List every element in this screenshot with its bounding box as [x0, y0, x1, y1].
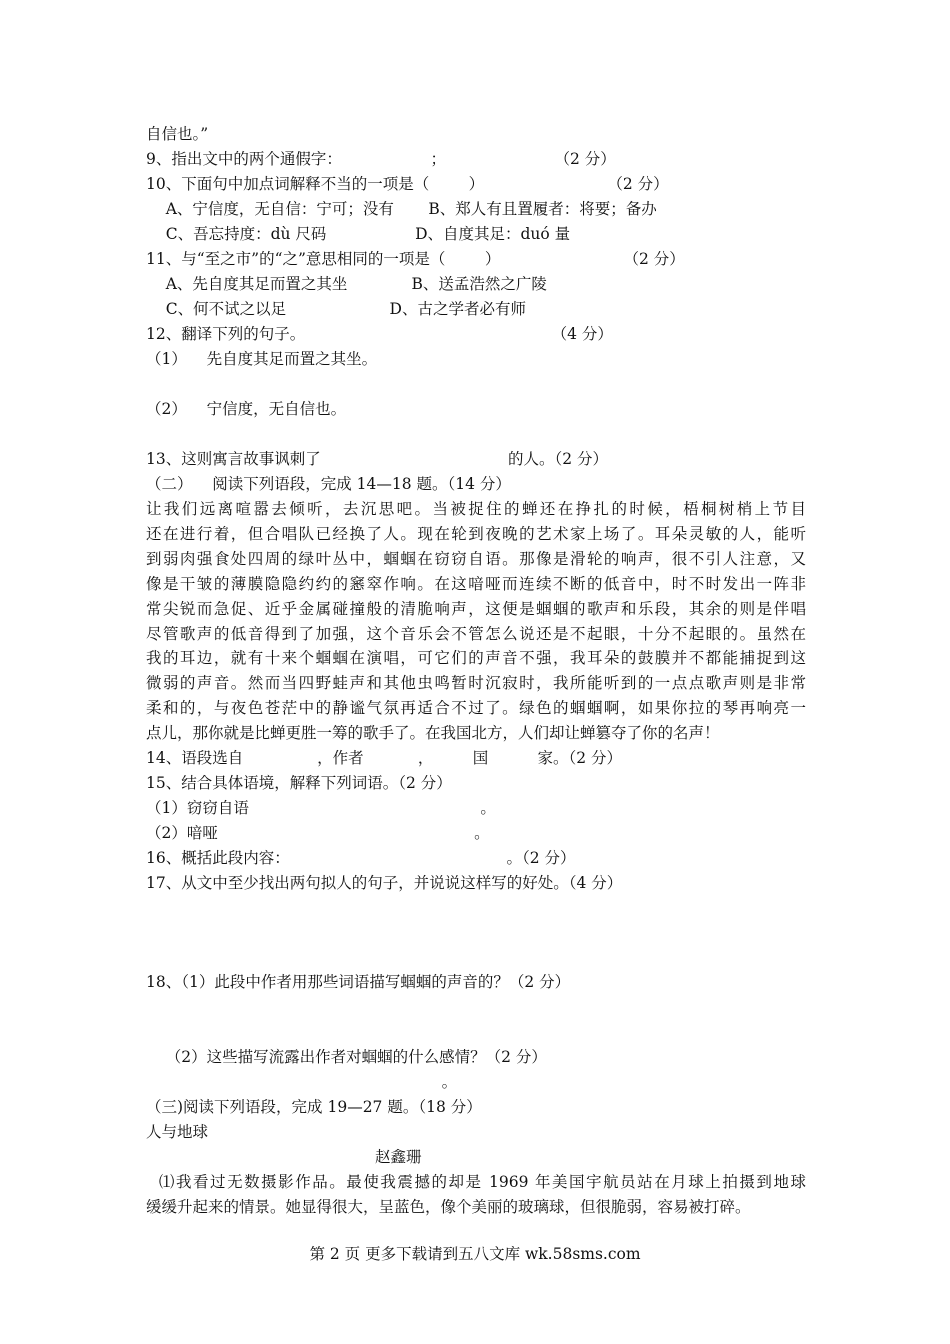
article-title: 人与地球	[146, 1123, 209, 1141]
passage-line: 柔和的，与夜色苍茫中的静谧气氛再适合不过了。绿色的蝈蝈啊，如果你拉的琴再响亮一	[146, 699, 806, 718]
question-15-item-2: （2）喑哑 。	[146, 824, 490, 842]
question-14: 14、语段选自 ，作者 ， 国 家。（2 分）	[146, 749, 623, 767]
passage-line: 到弱肉强食处四周的绿叶丛中，蝈蝈在窃窃自语。那像是滑轮的响声，很不引人注意，又	[146, 549, 806, 568]
passage-line: 像是干皱的薄膜隐隐约约的窸窣作响。在这喑哑而连续不断的低音中，时不时发出一阵非	[146, 574, 806, 593]
question-12-item-1: （1） 先自度其足而置之其坐。	[146, 350, 378, 368]
question-11-options-ab: A、先自度其足而置之其坐 B、送孟浩然之广陵	[146, 275, 547, 293]
section-2-heading: （二） 阅读下列语段，完成 14—18 题。（14 分）	[146, 475, 511, 493]
question-11-options-cd: C、何不试之以足 D、古之学者必有师	[146, 300, 526, 318]
passage-2	[146, 497, 806, 746]
question-18-part-1: 18、（1）此段中作者用那些词语描写蝈蝈的声音的？（2 分）	[146, 973, 571, 991]
text-line: 自信也。”	[146, 125, 209, 143]
question-11: 11、与“至之市”的“之”意思相同的一项是（ ） （2 分）	[146, 250, 685, 268]
passage-line: 让我们远离喧嚣去倾听，去沉思吧。当被捉住的蝉还在挣扎的时候，梧桐树梢上节目	[146, 500, 806, 518]
passage-line: 尽管歌声的低音得到了加强，这个音乐会不管怎么说还是不起眼，十分不起眼的。虽然在	[146, 624, 806, 643]
question-9: 9、指出文中的两个通假字： ； （2 分）	[146, 150, 616, 168]
answer-blank-end: 。	[146, 1073, 458, 1091]
question-13: 13、这则寓言故事讽刺了 的人。（2 分）	[146, 450, 608, 468]
passage-line: 还在进行着，但合唱队已经换了人。现在轮到夜晚的艺术家上场了。耳朵灵敏的人，能听	[146, 524, 806, 543]
article-author: 赵鑫珊	[375, 1148, 422, 1166]
passage-line: 缓缓升起来的情景。她显得很大，呈蓝色，像个美丽的玻璃球，但很脆弱，容易被打碎。	[146, 1197, 751, 1216]
section-3-heading: （三)阅读下列语段，完成 19—27 题。（18 分）	[146, 1098, 482, 1116]
question-10: 10、下面句中加点词解释不当的一项是（ ） （2 分）	[146, 175, 669, 193]
question-10-options-ab: A、宁信度，无自信：宁可；没有 B、郑人有且置履者：将要；备办	[146, 200, 657, 218]
passage-line: 微弱的声音。然而当四野蛙声和其他虫鸣暂时沉寂时，我所能听到的一点点歌声则是非常	[146, 674, 806, 693]
passage-3	[146, 1170, 806, 1220]
question-15-item-1: （1）窃窃自语 。	[146, 799, 496, 817]
question-10-options-cd: C、吾忘持度：dù 尺码 D、自度其足：duó 量	[146, 225, 571, 243]
passage-line: 我的耳边，就有十来个蝈蝈在演唱，可它们的声音不强，我耳朵的鼓膜并不都能捕捉到这	[146, 649, 806, 668]
question-18-part-2: （2）这些描写流露出作者对蝈蝈的什么感情？（2 分）	[146, 1048, 547, 1066]
page-footer: 第 2 页 更多下载请到五八文库 wk.58sms.com	[309, 1245, 641, 1263]
question-17: 17、从文中至少找出两句拟人的句子，并说说这样写的好处。（4 分）	[146, 874, 623, 892]
passage-line: 点儿，那你就是比蝉更胜一筹的歌手了。在我国北方，人们却让蝉篡夺了你的名声！	[146, 724, 720, 743]
question-16: 16、概括此段内容： 。（2 分）	[146, 849, 576, 867]
passage-line: ⑴我看过无数摄影作品。最使我震撼的却是 1969 年美国宇航员站在月球上拍摄到地球	[146, 1173, 806, 1191]
question-12-item-2: （2） 宁信度，无自信也。	[146, 400, 347, 418]
question-15: 15、结合具体语境，解释下列词语。（2 分）	[146, 774, 452, 792]
passage-line: 常尖锐而急促、近乎金属碰撞般的清脆响声，这便是蝈蝈的歌声和乐段，其余的则是伴唱	[146, 599, 806, 618]
question-12: 12、翻译下列的句子。 （4 分）	[146, 325, 613, 343]
